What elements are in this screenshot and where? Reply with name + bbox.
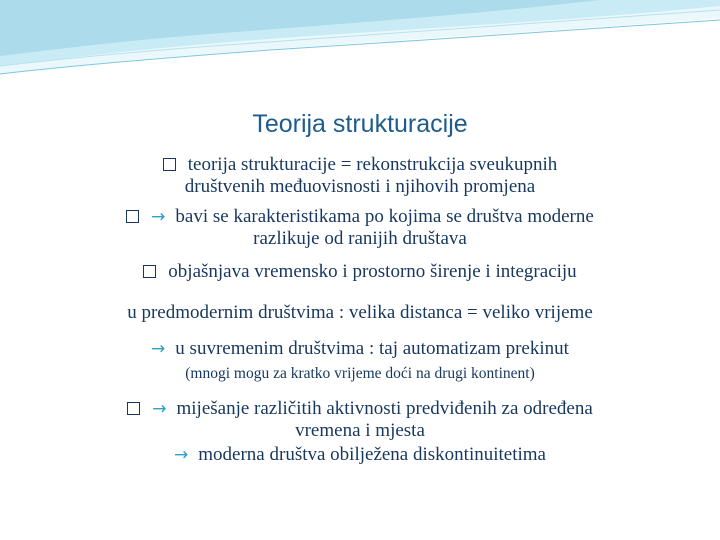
bullet-item-4: → miješanje različitih aktivnosti predviđenih za određena (0, 398, 720, 420)
bullet-item-3: objašnjava vremensko i prostorno širenje i integraciju (0, 261, 720, 283)
bullet-item-1: teorija strukturacije = rekonstrukcija sveukupnih (0, 154, 720, 176)
bullet-item-1-continued: društvenih međuovisnosti i njihovih promjena (184, 176, 536, 197)
arrow-right-icon: → (151, 339, 166, 359)
subpoint-modern: → u suvremenim društvima : taj automatizam prekinut (151, 338, 569, 359)
checkbox-bullet-icon (163, 158, 176, 171)
checkbox-bullet-icon (126, 210, 139, 223)
subpoint-modern-note: (mnogi mogu za kratko vrijeme doći na drugi kontinent) (185, 365, 535, 382)
checkbox-bullet-icon (143, 265, 156, 278)
arrow-right-icon: → (152, 399, 167, 419)
subpoint-premodern: u predmodernim društvima : velika distanca = veliko vrijeme (127, 302, 593, 323)
arrow-right-icon: → (174, 445, 189, 465)
header-wave-decoration (0, 0, 720, 90)
bullet-item-4-continued: vremena i mjesta (295, 420, 425, 441)
arrow-right-icon: → (151, 207, 166, 227)
slide-title: Teorija strukturacije (252, 110, 468, 138)
subpoint-discontinuity: → moderna društva obilježena diskontinuitetima (174, 444, 546, 465)
bullet-item-2-continued: razlikuje od ranijih društava (253, 228, 467, 249)
checkbox-bullet-icon (127, 402, 140, 415)
bullet-item-2: → bavi se karakteristikama po kojima se društva moderne (0, 206, 720, 228)
